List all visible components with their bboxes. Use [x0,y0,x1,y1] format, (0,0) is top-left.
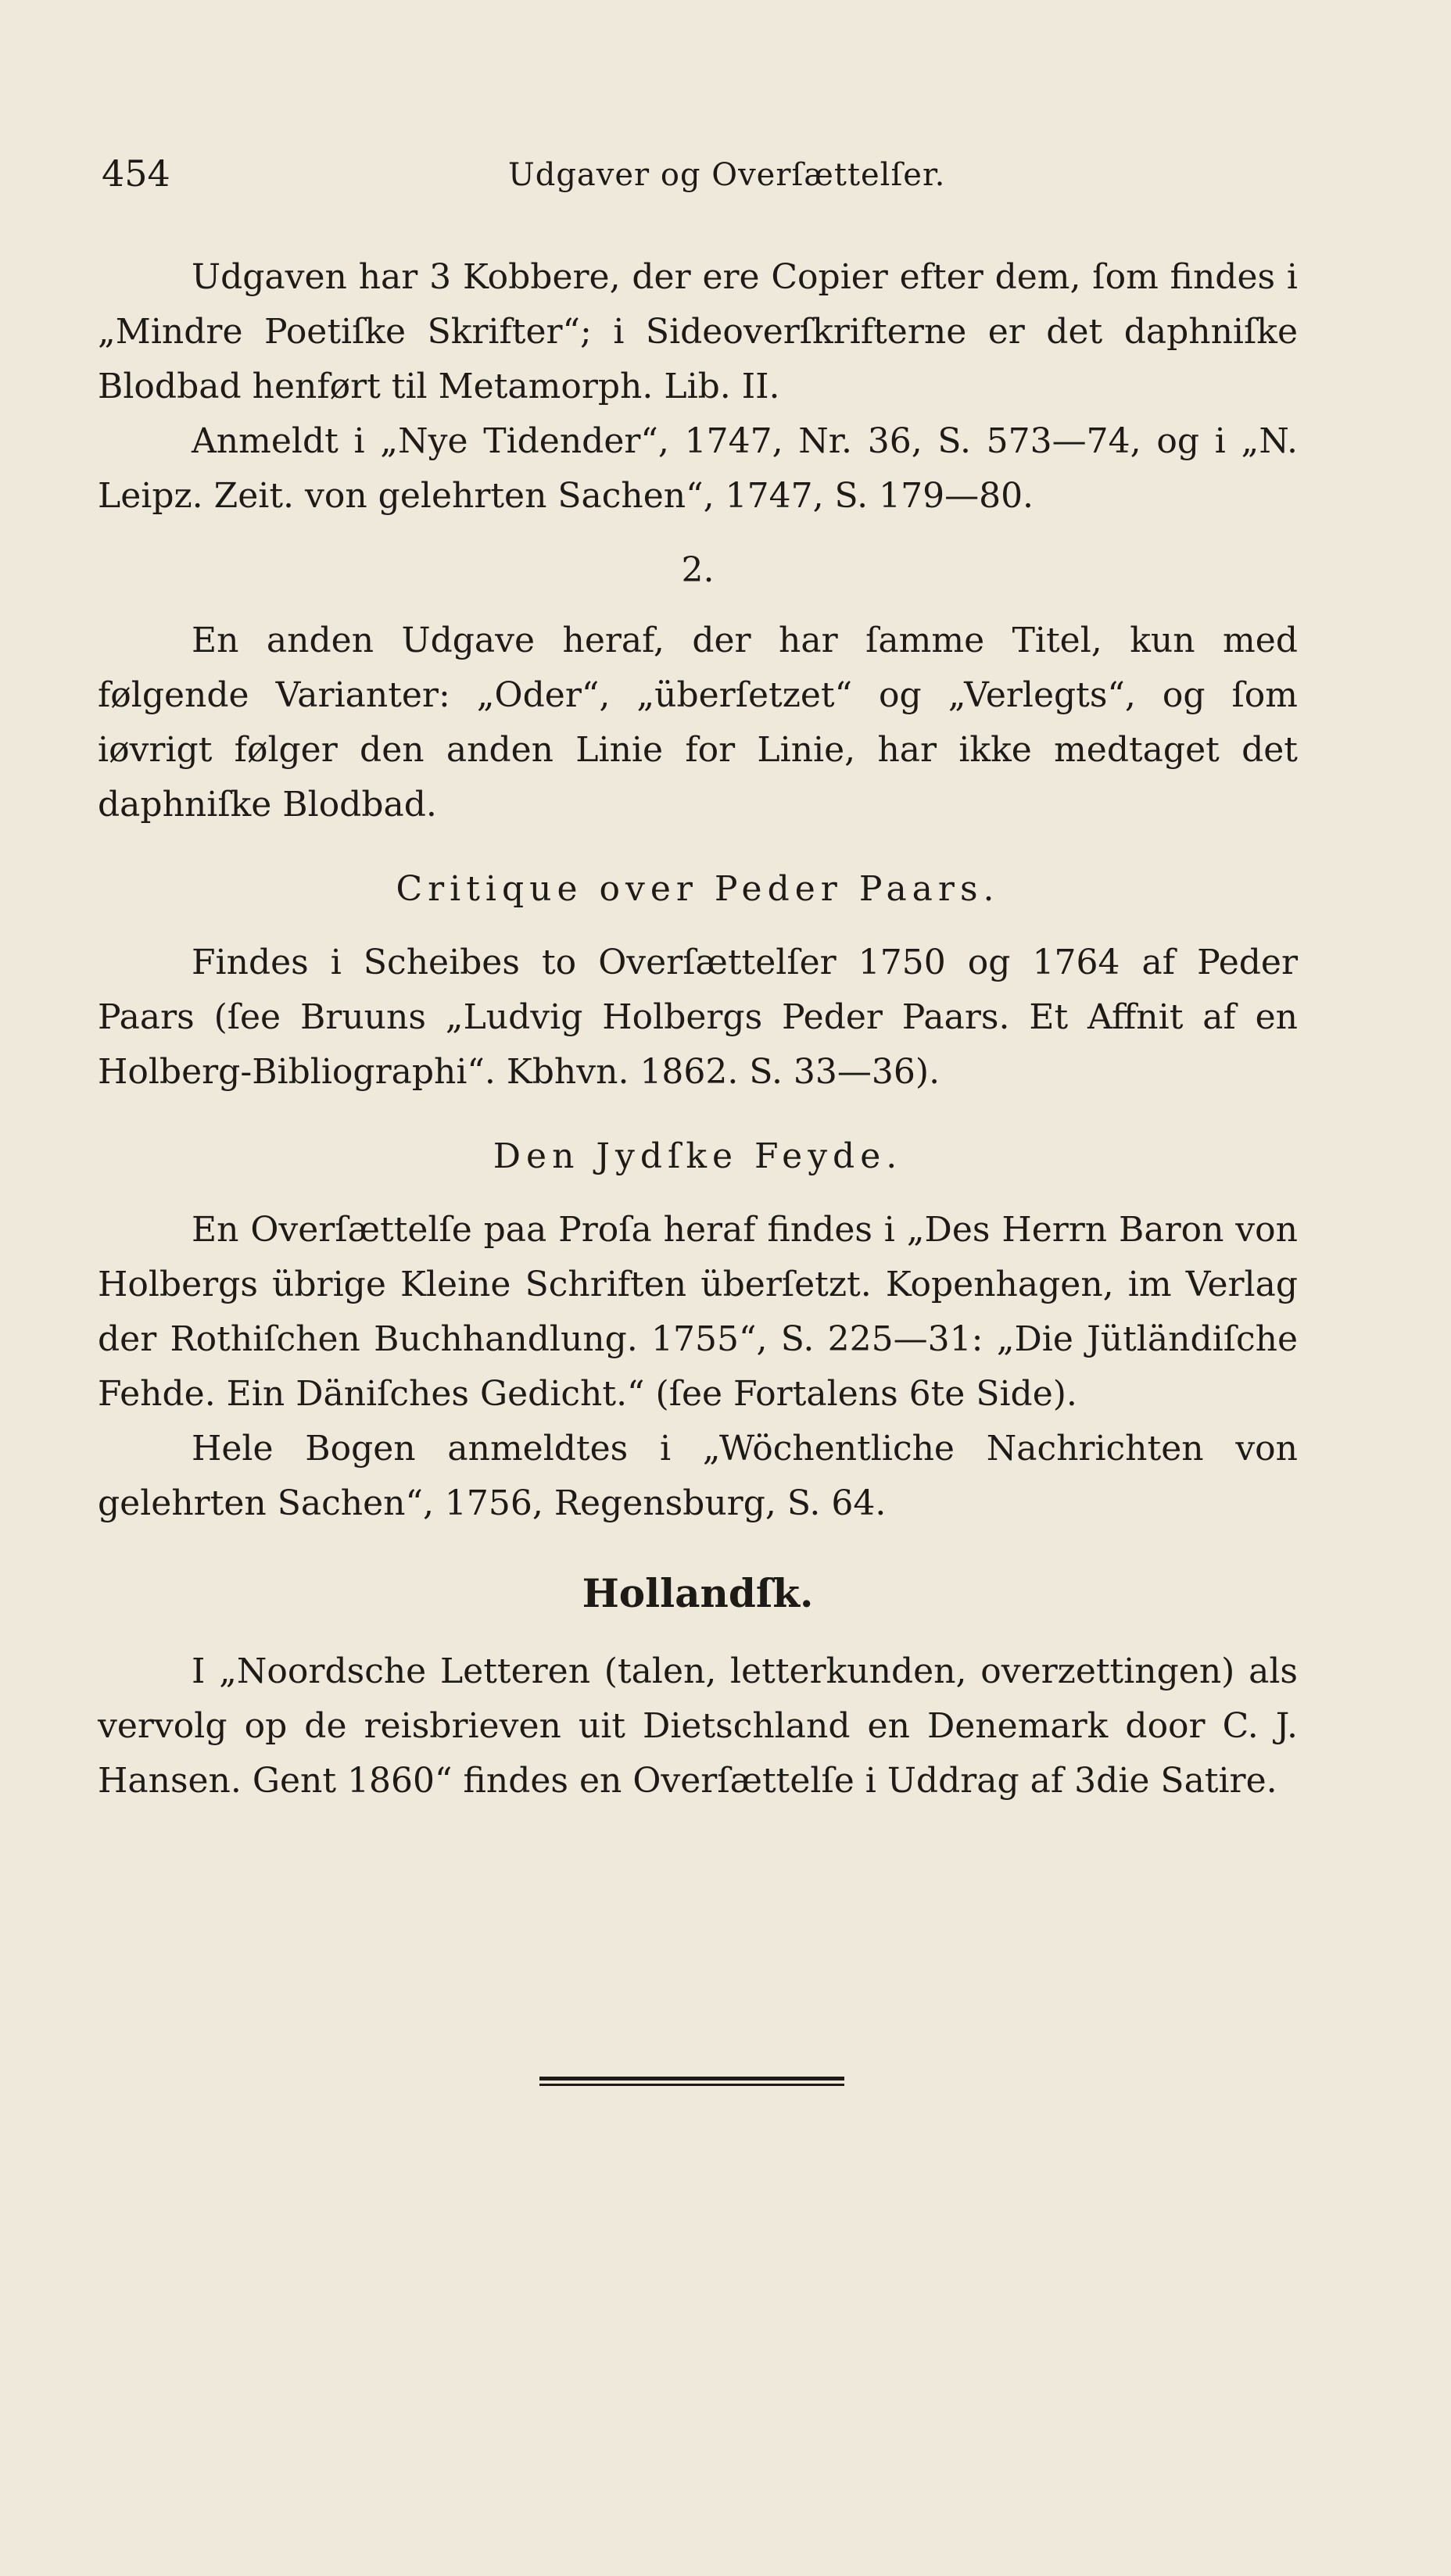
critique-paragraph: Findes i Scheibes to Overſættelſer 1750 og 1764 af Peder Paars (ſee Bruuns „Ludvig Holbergs Peder Paars. Et Affnit af en Holberg-Bibliographi“. Kbhvn. 1862. S. 33—36). [98,943,1298,1092]
second-edition-section [98,543,1298,832]
intro-paragraph: Udgaven har 3 Kobbere, der ere Copier efter dem, ſom findes i „Mindre Poetiſke Skrifter“; i Sideoverſkrifterne er det daphniſke Blodbad henført til Metamorph. Lib. II. [98,257,1298,406]
running-title: Udgaver og Overſættelſer. [508,157,946,193]
page-number: 454 [102,152,170,195]
intro-section [98,250,1298,524]
feud-heading: Den Jydſke Feyde. [493,1136,903,1176]
feud-review-paragraph: Hele Bogen anmeldtes i „Wöchentliche Nachrichten von gelehrten Sachen“, 1756, Regensburg, S. 64. [98,1429,1298,1523]
end-rule [539,2077,844,2086]
page-body [98,250,1298,1809]
dutch-heading: Hollandſk. [582,1570,814,1616]
section-number: 2. [681,550,715,590]
intro-review-paragraph: Anmeldt i „Nye Tidender“, 1747, Nr. 36, S. 573—74, og i „N. Leipz. Zeit. von gelehrten Sachen“, 1747, S. 179—80. [98,421,1298,516]
critique-heading: Critique over Peder Paars. [396,869,1000,909]
page-header [102,152,1298,215]
critique-section [98,862,1298,1100]
feud-paragraph: En Overſættelſe paa Proſa heraf findes i „Des Herrn Baron von Holbergs übrige Kleine Schriften überſetzt. Kopenhagen, im Verlag der Rothiſchen Buchhandlung. 1755“, S. 225—31: „Die Jütländiſche Fehde. Ein Däniſches Gedicht.“ (ſee Fortalens 6te Side). [98,1210,1298,1414]
dutch-paragraph: I „Noordsche Letteren (talen, letterkunden, overzettingen) als vervolg op de reisbrieven uit Dietschland en Denemark door C. J. Hansen. Gent 1860“ findes en Overſættelſe i Uddrag af 3die Satire. [98,1651,1298,1801]
second-edition-paragraph: En anden Udgave heraf, der har ſamme Titel, kun med følgende Varianter: „Oder“, „überſetzet“ og „Verlegts“, og ſom iøvrigt følger den anden Linie for Linie, har ikke medtaget det daphniſke Blodbad. [98,621,1298,825]
dutch-section [98,1566,1298,1809]
feud-section [98,1129,1298,1531]
